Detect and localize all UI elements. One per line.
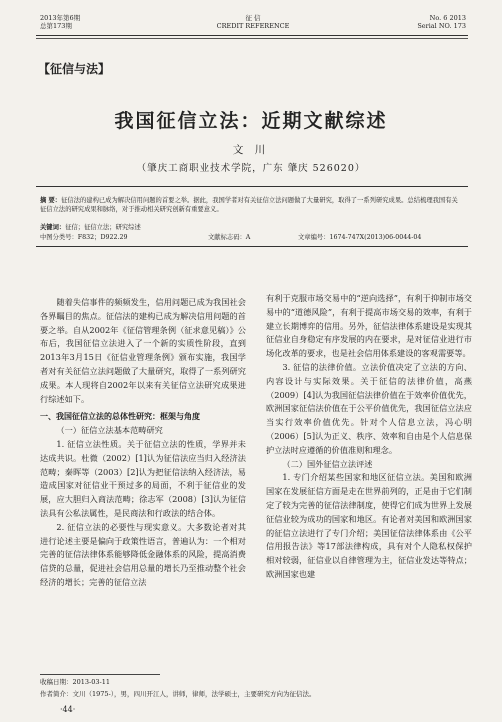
header-journal-cn: 征 信 bbox=[245, 14, 261, 22]
footnote-rule bbox=[40, 674, 160, 675]
abstract-rule-bottom bbox=[36, 246, 468, 247]
paragraph-legislation-nature: 1. 征信立法性质。关于征信立法的性质，学界并未达成共识。杜微（2002）[1]认为征信法应当归入经济法范畴；秦晖等（2003）[2]认为把征信法纳入经济法，易造成国家对征信业干预过多的局面，不利于征信业的发展，应大胆归入商法范畴；徐志军（2008）[3]认为征信法具有公私法属性，是民商法和行政法的结合体。 bbox=[40, 438, 246, 518]
article-number: 文章编号：1674-747X(2013)06-0044-04 bbox=[298, 234, 422, 241]
abstract-rule-top bbox=[36, 186, 468, 187]
paragraph-foreign-legislation: 1. 专门介绍某些国家和地区征信立法。美国和欧洲国家在发展征信方面是走在世界前列的，正是由于它们制定了较为完善的征信法律制度，使得它们成为世界上发展征信业较为成功的国家和地区。有论者对美国和欧洲国家的征信立法进行了专门介绍；美国征信法律体系由《公平信用报告法》等17部法律构成，具有对个人隐私权保护相对较弱，征信业以自律管理为主，征信业发达等特点；欧洲国家也建 bbox=[266, 472, 472, 579]
running-header bbox=[40, 14, 466, 36]
author-bio: 作者简介：文川（1975-），男，四川开江人，讲师，律师，法学硕士，主要研究方向为征信法。 bbox=[40, 690, 316, 698]
header-rule bbox=[36, 35, 468, 36]
right-column bbox=[266, 292, 472, 582]
header-journal-en: CREDIT REFERENCE bbox=[216, 22, 290, 30]
paragraph-continued: 有利于克服市场交易中的“逆向选择”，有利于抑制市场交易中的“道德风险”，有利于提高市场交易的效率，有利于建立长期博弈的信用。另外，征信法律体系建设是实现其征信业自身稳定有序发展的内在要求，是对征信业进行市场化改革的要求，也是社会信用体系建设的客观需要等。 bbox=[266, 293, 472, 359]
header-journal-name bbox=[40, 14, 466, 30]
author-affiliation: （肇庆工商职业技术学院，广东 肇庆 526020） bbox=[136, 163, 366, 174]
subsection-heading-2: （二）国外征信立法评述 bbox=[282, 458, 373, 469]
paragraph-legal-value: 3. 征信的法律价值。立法价值决定了立法的方向、内容设计与实际效果。关于征信的法律价值，高燕（2009）[4]认为我国征信法律价值在于效率价值优先，欧洲国家征信法价值在于公平价值优先，我国征信立法应当实行效率价值优先。针对个人信息立法，冯心明（2006）[5]认为正义、秩序、效率和自由是个人信息保护立法时应遵循的价值准则和理念。 bbox=[266, 361, 472, 455]
keywords-text: 征信；征信立法；研究综述 bbox=[65, 224, 141, 231]
abstract-label: 摘 要： bbox=[40, 197, 62, 204]
paragraph-necessity: 2. 征信立法的必要性与现实意义。大多数论者对其进行论述主要是偏向于政策性语言，普遍认为：一个相对完善的征信法律体系能够降低金融体系的风险，提高消费信贷的总量，促进社会信用总量的增长乃至推动整个社会经济的增长；完善的征信立法 bbox=[40, 521, 246, 587]
subsection-heading-1: （一）征信立法基本范畴研究 bbox=[56, 425, 163, 436]
keywords bbox=[40, 222, 141, 231]
header-total-issue: 总第173期 bbox=[40, 22, 72, 30]
document-code: 文献标志码：A bbox=[208, 234, 251, 241]
article-author: 文 川 bbox=[232, 144, 270, 156]
keywords-label: 关键词： bbox=[40, 224, 66, 231]
header-issue: 2013年第6期 bbox=[40, 14, 81, 22]
clc-number: 中图分类号：F832；D922.29 bbox=[40, 234, 128, 241]
column-tag: 【征信与法】 bbox=[38, 62, 111, 76]
article-title: 我国征信立法：近期文献综述 bbox=[114, 110, 388, 132]
intro-paragraph: 随着失信事件的频频发生，信用问题已成为我国社会各界瞩目的焦点。征信法的建构已成为解决信用问题的首要之举。自从2002年《征信管理条例（征求意见稿）》公布后，我国征信立法进入了一个新的实质性阶段，直到2013年3月15日《征信业管理条例》颁布实施，我国学者对有关征信立法问题做了大量研究，取得了一系列研究成果。本人现将自2002年以来有关征信立法研究成果进行综述如下。 bbox=[40, 297, 246, 404]
received-date: 收稿日期：2013-03-11 bbox=[40, 678, 110, 686]
abstract-text: 征信法的建构已成为解决信用问题的首要之举。据此，我国学者对有关征信立法问题做了大量研究，取得了一系列研究成果。总结梳理我国有关征信立法的研究成果和脉络，对于推动相关研究创新有重要意义。 bbox=[40, 197, 458, 213]
header-number: No. 6 2013 bbox=[429, 14, 466, 22]
header-rule-thin bbox=[36, 38, 468, 39]
header-serial: Serial NO. 173 bbox=[417, 22, 466, 30]
header-serial-info bbox=[417, 14, 466, 30]
left-column bbox=[40, 296, 246, 590]
page-number: ·44· bbox=[60, 705, 76, 714]
section-heading-1: 一、我国征信立法的总体性研究：框架与角度 bbox=[40, 412, 200, 422]
abstract bbox=[40, 196, 464, 214]
